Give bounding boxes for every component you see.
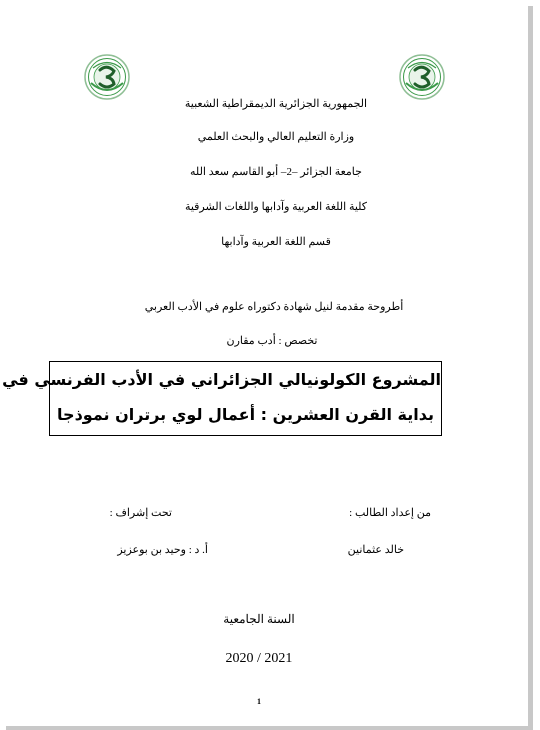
- prepared-by-label: من إعداد الطالب :: [349, 507, 431, 519]
- supervised-by-label: تحت إشراف :: [109, 507, 172, 519]
- academic-year-label: السنة الجامعية: [223, 612, 295, 626]
- page-shadow: [6, 726, 533, 730]
- thesis-title-box: [2, 361, 442, 436]
- ministry-name: وزارة التعليم العالي والبحث العلمي: [197, 131, 355, 143]
- student-name: خالد عثمانين: [347, 544, 404, 556]
- thesis-purpose: أطروحة مقدمة لنيل شهادة دكتوراه علوم في الأدب العربي: [144, 301, 404, 313]
- page-number: 1: [257, 697, 261, 706]
- thesis-title-line-1: المشروع الكولونيالي الجزائراني في الأدب الفرنسي في: [2, 370, 441, 389]
- university-name: جامعة الجزائر –2– أبو القاسم سعد الله: [190, 166, 362, 178]
- thesis-title-line-2: بداية القرن العشرين : أعمال لوي برتران نموذجا: [57, 405, 434, 424]
- page-shadow: [528, 6, 533, 730]
- supervisor-name: أ. د : وحيد بن بوعزيز: [117, 544, 208, 556]
- academic-year: 2020 / 2021: [225, 651, 293, 666]
- university-seal-icon: [83, 53, 131, 101]
- republic-name: الجمهورية الجزائرية الديمقراطية الشعبية: [184, 98, 368, 110]
- faculty-name: كلية اللغة العربية وآدابها واللغات الشرقية: [184, 201, 368, 213]
- thesis-specialty: تخصص : أدب مقارن: [226, 335, 318, 347]
- department-name: قسم اللغة العربية وآدابها: [221, 236, 331, 248]
- university-seal-icon: [398, 53, 446, 101]
